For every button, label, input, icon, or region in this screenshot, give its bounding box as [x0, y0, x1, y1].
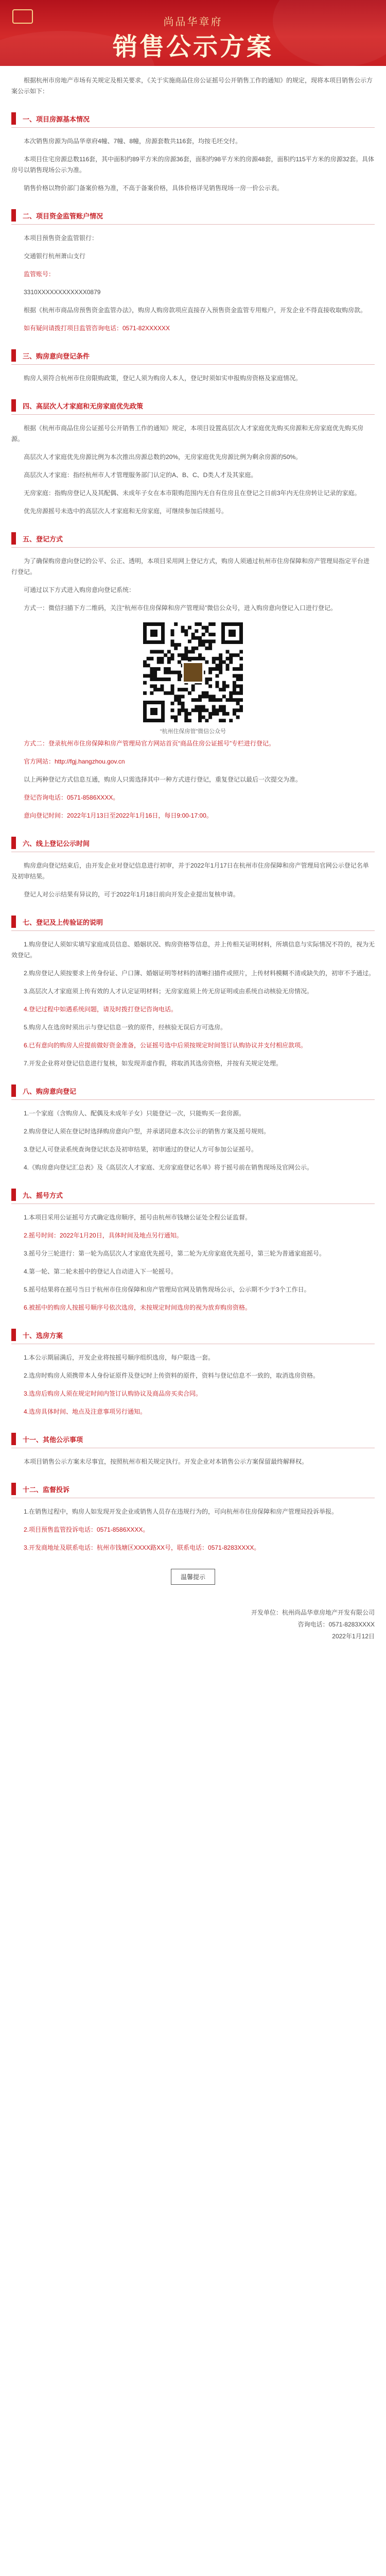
qr-caption: “杭州住保房管”微信公众号	[160, 728, 226, 735]
section-title: 二、项目资金监管账户情况	[23, 212, 103, 220]
section-paragraph: 如有疑问请拨打项目监管咨询电话：0571-82XXXXXX	[24, 325, 170, 332]
section-paragraph: 优先房源摇号未选中的高层次人才家庭和无房家庭，可继续参加后续摇号。	[24, 507, 228, 515]
section-paragraph: 监管账号：	[24, 270, 55, 278]
section-title: 七、登记及上传验证的说明	[23, 919, 103, 926]
section-divider	[11, 224, 375, 225]
section-marker-icon	[11, 112, 16, 125]
section-paragraph: 以上两种登记方式信息互通，购房人只需选择其中一种方式进行登记，重复登记以最后一次提交为准。	[24, 776, 302, 783]
section-marker-icon	[11, 532, 16, 545]
section-title: 十、选房方案	[23, 1332, 63, 1340]
section-paragraph: 无房家庭：指购房登记人及其配偶、未成年子女在本市限购范围内无自有住房且在登记之日前3年内无住房转让记录的家庭。	[24, 489, 361, 497]
qr-center-logo-icon	[182, 662, 204, 683]
intro-paragraph: 根据杭州市房地产市场有关规定及相关要求，《关于实施商品住房公证摇号公开销售工作的通知》的规定，现将本项目销售公示方案公示如下：	[11, 77, 373, 95]
section-title: 十二、监督投诉	[23, 1486, 70, 1494]
section-paragraph: 高层次人才家庭优先房源比例为本次推出房源总数的20%，无房家庭优先房源比例为剩余房源的50%。	[24, 453, 302, 461]
section-paragraph: 登记咨询电话：0571-8586XXXX。	[24, 794, 119, 801]
section-marker-icon	[11, 1483, 16, 1495]
section-paragraph: 5.摇号结果将在摇号当日于杭州市住房保障和房产管理局官网及销售现场公示，公示期不少于3个工作日。	[24, 1286, 310, 1293]
section-paragraph: 1.本公示期届满后，开发企业将按摇号顺序组织选房，每户限选一套。	[24, 1354, 215, 1361]
section-paragraph: 2.购房登记人须在登记时选择购房意向户型，并承诺同意本次公示的销售方案及摇号规则。	[24, 1128, 270, 1135]
section-header	[11, 1431, 375, 1448]
section-marker-icon	[11, 1433, 16, 1445]
section-marker-icon	[11, 1329, 16, 1341]
section-marker-icon	[11, 399, 16, 412]
section-divider	[11, 547, 375, 548]
signature-block	[11, 1607, 375, 1642]
section-paragraph: 4.第一轮、第二轮未摇中的登记人自动进入下一轮摇号。	[24, 1268, 178, 1275]
section-paragraph: 4.《购房意向登记汇总表》及《高层次人才家庭、无房家庭登记名单》将于摇号前在销售现场及官网公示。	[24, 1164, 313, 1171]
section-title: 八、购房意向登记	[23, 1088, 77, 1095]
section-paragraph: 3.登记人可登录系统查询登记状态及初审结果，初审通过的登记人方可参加公证摇号。	[24, 1146, 258, 1153]
section-header	[11, 1082, 375, 1100]
notice-button[interactable]: 温馨提示	[171, 1569, 215, 1585]
section-paragraph: 3.摇号分三轮进行：第一轮为高层次人才家庭优先摇号，第二轮为无房家庭优先摇号，第三轮为普通家庭摇号。	[24, 1250, 326, 1257]
section-marker-icon	[11, 916, 16, 928]
section-paragraph: 为了确保购房意向登记的公平、公正、透明，本项目采用网上登记方式，购房人须通过杭州市住房保障和房产管理局指定平台进行登记。	[11, 557, 370, 575]
section-marker-icon	[11, 1084, 16, 1097]
qr-finder-pattern	[143, 622, 165, 644]
section-header	[11, 1187, 375, 1204]
section-divider	[11, 127, 375, 128]
qr-code-icon[interactable]	[142, 621, 244, 724]
section-divider	[11, 930, 375, 931]
section-paragraph: 3.开发商地址及联系电话：杭州市钱塘区XXXX路XX号，联系电话：0571-8283XXXX。	[24, 1544, 260, 1551]
section-header	[11, 530, 375, 548]
section-title: 三、购房意向登记条件	[23, 352, 90, 360]
header-banner	[0, 0, 386, 66]
section-header	[11, 913, 375, 931]
section-paragraph: 根据《杭州市商品住房公证摇号公开销售工作的通知》规定，本项目设置高层次人才家庭优先购买房源和无房家庭优先购买房源。	[11, 425, 364, 443]
section-title: 五、登记方式	[23, 535, 63, 543]
section-paragraph: 可通过以下方式进入购房意向登记系统：	[24, 586, 135, 594]
section-title: 十一、其他公示事项	[23, 1436, 83, 1444]
section-divider	[11, 1099, 375, 1100]
article-body	[0, 66, 386, 1642]
section-paragraph: 本项目预售资金监管银行：	[24, 234, 98, 242]
qr-code-block	[142, 621, 244, 735]
section-paragraph: 2.购房登记人须按要求上传身份证、户口簿、婚姻证明等材料的清晰扫描件或照片，上传材料模糊不清或缺失的，初审不予通过。	[24, 970, 375, 977]
section-paragraph: 本项目销售公示方案未尽事宜，按照杭州市相关规定执行。开发企业对本销售公示方案保留最终解释权。	[24, 1458, 308, 1465]
section-title: 六、线上登记公示时间	[23, 840, 90, 848]
section-paragraph: 2.项目预售监管投诉电话：0571-8586XXXX。	[24, 1526, 149, 1533]
section-paragraph: 登记人对公示结果有异议的，可于2022年1月18日前向开发企业提出复核申请。	[24, 891, 239, 898]
section-paragraph: 意向登记时间：2022年1月13日至2022年1月16日，每日9:00-17:00。	[24, 812, 213, 819]
section-paragraph: 1.购房登记人须如实填写家庭成员信息、婚姻状况、购房资格等信息，并上传相关证明材料，所填信息与实际情况不符的，视为无效登记。	[11, 941, 375, 959]
section-paragraph: 4.选房具体时间、地点及注意事项另行通知。	[24, 1408, 147, 1415]
section-paragraph: 本项目住宅房源总数116套，其中面积约89平方米的房源36套，面积约98平方米的房源48套，面积约115平方米的房源32套。具体房号以销售现场公示为准。	[11, 156, 375, 174]
section-paragraph: 购房人须符合杭州市住房限购政策，登记人须为购房人本人，登记时须如实申报购房资格及家庭情况。	[24, 375, 302, 382]
section-marker-icon	[11, 837, 16, 849]
section-paragraph: 方式一：微信扫描下方二维码，关注“杭州市住房保障和房产管理局”微信公众号，进入购房意向登记入口进行登记。	[24, 604, 337, 612]
section-paragraph: 3.高层次人才家庭须上传有效的人才认定证明材料；无房家庭须上传无房证明或由系统自动核验无房情况。	[24, 988, 313, 995]
sections	[11, 110, 375, 1553]
section-paragraph: 2.摇号时间：2022年1月20日，具体时间及地点另行通知。	[24, 1232, 183, 1239]
section-title: 一、项目房源基本情况	[23, 115, 90, 123]
section-header	[11, 1481, 375, 1498]
section-marker-icon	[11, 209, 16, 222]
section-paragraph: 6.被摇中的购房人按摇号顺序号依次选房，未按规定时间选房的视为放弃购房资格。	[24, 1304, 252, 1311]
section-paragraph: 1.在销售过程中，购房人如发现开发企业或销售人员存在违规行为的，可向杭州市住房保障和房产管理局投诉举报。	[24, 1508, 338, 1515]
section-header	[11, 397, 375, 415]
section-paragraph: 购房意向登记结束后，由开发企业对登记信息进行初审，并于2022年1月17日在杭州市住房保障和房产管理局官网公示登记名单及初审结果。	[11, 862, 369, 880]
qr-finder-pattern	[143, 701, 165, 722]
section-paragraph: 3.选房后购房人须在规定时间内签订认购协议及商品房买卖合同。	[24, 1390, 202, 1397]
banner-subtitle: 尚品华章府	[163, 16, 223, 28]
section-title: 四、高层次人才家庭和无房家庭优先政策	[23, 402, 144, 410]
section-header	[11, 347, 375, 365]
section-paragraph: 本次销售房源为尚品华章府4幢、7幢、8幢，房源套数共116套，均按毛坯交付。	[24, 138, 242, 145]
section-marker-icon	[11, 349, 16, 362]
section-marker-icon	[11, 1189, 16, 1201]
section-paragraph: 销售价格以物价部门备案价格为准，不高于备案价格，具体价格详见销售现场一房一价公示表。	[24, 184, 284, 192]
banner-title: 销售公示方案	[112, 32, 273, 61]
section-paragraph: 根据《杭州市商品房预售资金监管办法》，购房人购房款项应直接存入预售资金监管专用账户，开发企业不得直接收取购房款。	[24, 307, 367, 314]
section-divider	[11, 414, 375, 415]
section-header	[11, 207, 375, 225]
section-paragraph: 6.已有意向的购房人应提前做好资金准备，公证摇号选中后须按规定时间签订认购协议并支付相应款项。	[24, 1042, 307, 1049]
section-paragraph: 高层次人才家庭：指经杭州市人才管理服务部门认定的A、B、C、D类人才及其家庭。	[24, 471, 257, 479]
section-paragraph: 1.本项目采用公证摇号方式确定选房顺序，摇号由杭州市钱塘公证处全程公证监督。	[24, 1214, 252, 1221]
section-paragraph: 5.购房人在选房时须出示与登记信息一致的原件，经核验无误后方可选房。	[24, 1024, 227, 1031]
sign-company: 开发单位：杭州尚品华章房地产开发有限公司	[251, 1609, 375, 1616]
section-paragraph: 3310XXXXXXXXXXXX0879	[24, 289, 101, 296]
section-divider	[11, 364, 375, 365]
qr-finder-pattern	[221, 622, 243, 644]
section-title: 九、摇号方式	[23, 1192, 63, 1199]
section-header	[11, 1327, 375, 1344]
section-paragraph: 方式二：登录杭州市住房保障和房产管理局官方网站首页“商品住房公证摇号”专栏进行登记。	[24, 740, 275, 747]
section-paragraph: 官方网站：http://fgj.hangzhou.gov.cn	[24, 758, 125, 765]
section-paragraph: 2.选房时购房人须携带本人身份证原件及登记时上传资料的原件，资料与登记信息不一致的，取消选房资格。	[24, 1372, 320, 1379]
section-paragraph: 7.开发企业将对登记信息进行复核，如发现弄虚作假，将取消其选房资格，并按有关规定处理。	[24, 1060, 283, 1067]
sign-phone: 咨询电话：0571-8283XXXX	[297, 1621, 375, 1628]
button-row	[11, 1569, 375, 1585]
section-paragraph: 1.一个家庭（含购房人、配偶及未成年子女）只能登记一次，只能购买一套房源。	[24, 1110, 245, 1117]
sign-date: 2022年1月12日	[332, 1633, 375, 1640]
section-header	[11, 110, 375, 128]
section-paragraph: 交通银行杭州萧山支行	[24, 252, 86, 260]
section-header	[11, 835, 375, 852]
section-paragraph: 4.登记过程中如遇系统问题，请及时拨打登记咨询电话。	[24, 1006, 178, 1013]
